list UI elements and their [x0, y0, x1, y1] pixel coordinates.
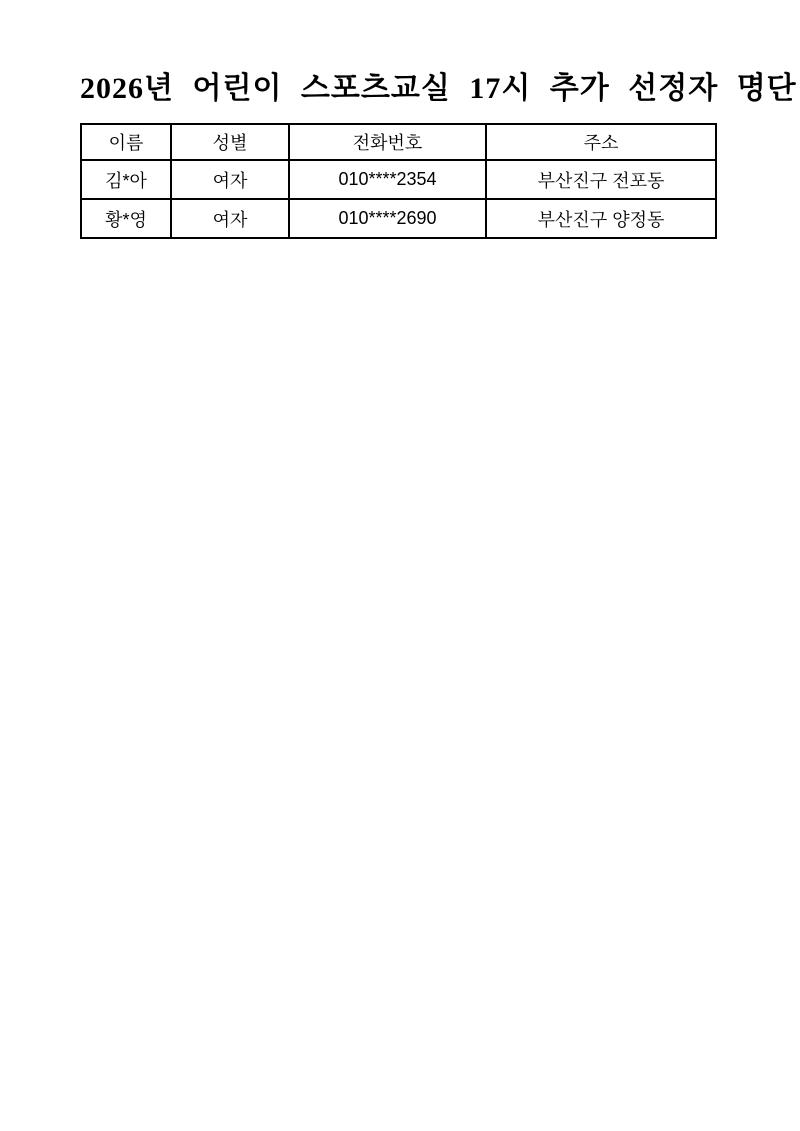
cell-address: 부산진구 전포동 [486, 160, 716, 199]
column-header-name: 이름 [81, 124, 171, 160]
cell-name: 황*영 [81, 199, 171, 238]
column-header-phone: 전화번호 [289, 124, 486, 160]
table-row [81, 160, 716, 199]
cell-address: 부산진구 양정동 [486, 199, 716, 238]
table-row [81, 199, 716, 238]
table-header-row [81, 124, 716, 160]
cell-name: 김*아 [81, 160, 171, 199]
column-header-address: 주소 [486, 124, 716, 160]
cell-phone: 010****2354 [289, 160, 486, 199]
cell-gender: 여자 [171, 199, 289, 238]
cell-gender: 여자 [171, 160, 289, 199]
column-header-gender: 성별 [171, 124, 289, 160]
cell-phone: 010****2690 [289, 199, 486, 238]
selectee-table [80, 123, 717, 239]
document-title: 2026년 어린이 스포츠교실 17시 추가 선정자 명단 [80, 72, 797, 105]
